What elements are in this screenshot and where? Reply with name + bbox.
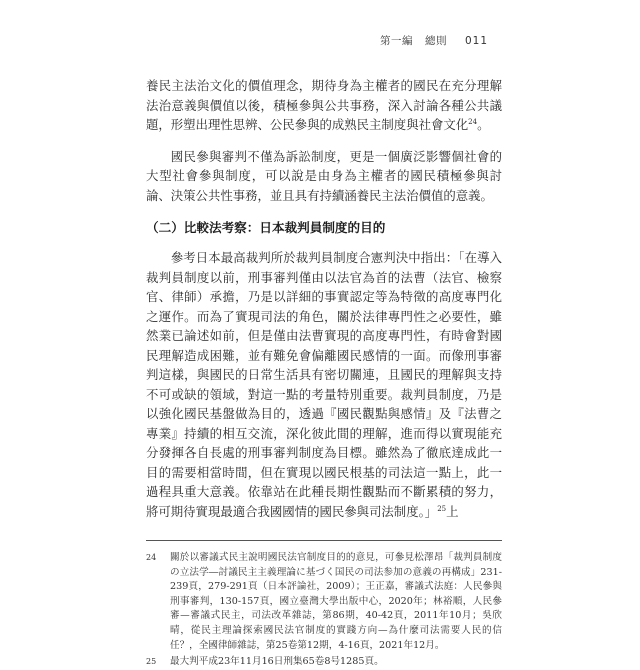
footnote-ref-25[interactable]: 25 — [437, 504, 447, 513]
footnote-text: 關於以審議式民主說明國民法官制度目的的意見，可參見松澤昂「裁判員制度の立法学―討議民主主義理論に基づく国民の司法参加の意義の再構成」231-239頁，279-291頁（日本評論社，2009）；王正嘉，審議式法庭：人民參與刑事審判，130-157頁，國立臺灣大學出版中心，2020年；林裕順，人民參審—審議式民主，司法改革雜誌，第86期，40-42頁，2011年10月；吳欣晴，從民主理論探索國民法官制度的實踐方向—為什麼司法需要人民的信任？，全國律師雜誌，第25卷第12期，4-16頁，2021年12月。 — [170, 552, 502, 651]
page-number: 011 — [465, 35, 489, 47]
footnote-number: 24 — [146, 553, 157, 562]
section-heading: （二）比較法考察：日本裁判員制度的目的 — [146, 220, 386, 235]
paragraph-1 — [146, 76, 502, 135]
header-section: 總則 — [425, 35, 447, 47]
running-header — [380, 33, 488, 48]
footnote-25 — [146, 655, 502, 670]
footnote-number: 25 — [146, 657, 157, 667]
footnote-24 — [146, 551, 502, 653]
paragraph-3-tail: 上 — [446, 503, 459, 519]
paragraph-2: 國民參與審判不僅為訴訟制度，更是一個廣泛影響個社會的大型社會參與制度，可以說是由身為主權者的國民積極參與討論、決策公共性事務，並且具有持續涵養民主法治價值的意義。 — [146, 148, 502, 203]
body-text — [146, 76, 502, 670]
footnote-ref-24[interactable]: 24 — [468, 118, 478, 126]
footnote-text: 最大判平成23年11月16日刑集65卷8号1285頁。 — [170, 656, 384, 668]
paragraph-1-text: 養民主法治文化的價值理念，期待身為主權者的國民在充分理解法治意義與價值以後，積極參與公共事務，深入討論各種公共議題，形塑出理性思辨、公民參與的成熟民主制度與社會文化 — [146, 78, 502, 132]
paragraph-3 — [146, 248, 502, 521]
paragraph-3-text: 參考日本最高裁判所於裁判員制度合憲判決中指出：「在導入裁判員制度以前，刑事審判僅由以法官為首的法曹（法官、檢察官、律師）承擔，乃是以詳細的事實認定等為特徵的高度專門化之運作。而為了實現司法的角色，關於法律專門性之必要性，雖然業已論述如前，但是僅由法曹實現的高度專門性，有時會對國民理解造成困難，並有難免會偏離國民感情的一面。而像刑事審判這樣，與國民的日常生活具有密切關連，且國民的理解與支持不可或缺的領域，對這一點的考量特別重要。裁判員制度，乃是以強化國民基盤做為目的，透過『國民觀點與感情』及『法曹之專業』持續的相互交流，深化彼此間的理解，進而得以實現能充分發揮各自長處的刑事審判制度為目標。雖然為了徹底達成此一目的需要相當時間，但在實現以國民根基的司法這一點上，此一過程具重大意義。依靠站在此種長期性觀點而不斷累積的努力，將可期待實現最適合我國國情的國民參與司法制度。」 — [146, 250, 502, 519]
footnote-divider — [146, 540, 502, 541]
header-chapter: 第一編 — [380, 35, 413, 47]
paragraph-1-tail: 。 — [477, 117, 490, 132]
